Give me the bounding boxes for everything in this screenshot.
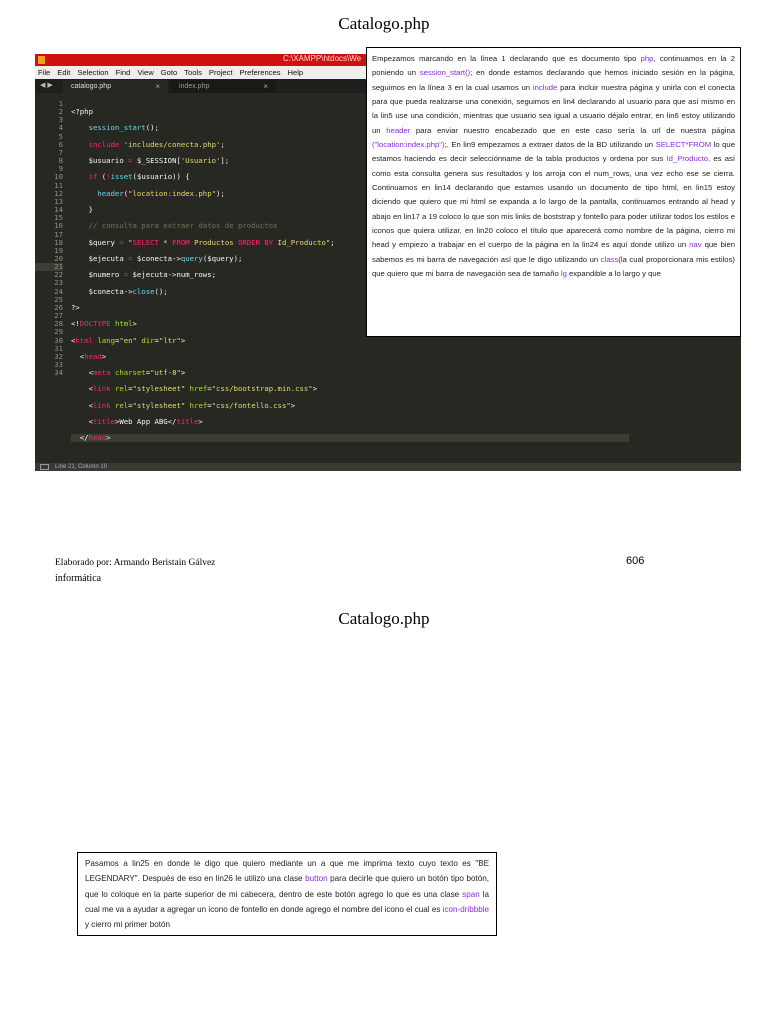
menu-tools[interactable]: Tools xyxy=(184,68,202,77)
code-line: } xyxy=(71,205,93,215)
code-line: header("location:index.php"); xyxy=(97,188,225,198)
console-icon[interactable] xyxy=(40,464,49,470)
footer-subject: informática xyxy=(55,573,102,584)
tab-nav-arrows-icon[interactable]: ◀ ▶ xyxy=(40,82,53,89)
code-line: // consulta para extraer datos de productos xyxy=(88,221,278,231)
page-title: Catalogo.php xyxy=(338,14,430,33)
close-icon[interactable]: × xyxy=(263,82,268,91)
page-title: Catalogo.php xyxy=(338,609,430,628)
tab-index[interactable] xyxy=(171,80,276,93)
tab-label: catalogo.php xyxy=(71,83,112,90)
code-line: $query = "SELECT * FROM Productos ORDER BY Id_Producto"; xyxy=(71,237,335,247)
code-line: if (!isset($usuario)) { xyxy=(88,172,190,182)
code-line: <link rel="stylesheet" href="css/fontello.css"> xyxy=(71,400,296,410)
menu-preferences[interactable]: Preferences xyxy=(239,68,281,77)
code-line: <head> xyxy=(71,351,107,361)
menu-project[interactable]: Project xyxy=(208,68,233,77)
menu-selection[interactable]: Selection xyxy=(77,68,109,77)
menu-goto[interactable]: Goto xyxy=(160,68,178,77)
sublime-logo-icon xyxy=(38,56,45,64)
window-title: C:\XAMPP\htdocs\We xyxy=(283,54,362,63)
footer-author: Elaborado por: Armando Beristain Gálvez xyxy=(55,558,216,568)
menu-edit[interactable]: Edit xyxy=(57,68,71,77)
menu-view[interactable]: View xyxy=(137,68,154,77)
code-line: <link rel="stylesheet" href="css/bootstrap.min.css"> xyxy=(71,384,318,394)
menu-file[interactable]: File xyxy=(38,68,51,77)
explanation-box: Pasamos a lin25 en donde le digo que quiero mediante un a que me imprima texto cuyo texto es "BE LEGENDARY". Después de eso en lin26 le utilizo una clase button para decirle que quiero un botón tipo botón, que lo coloque en la parte superior de mi cabecera, dentro de este botón agrego lo que es una clase span la cual me va a ayudar a agregar un icono de fontello en donde agrego el nombre del icono el cual es icon-dribbble y cierro mi primer botón xyxy=(77,852,497,936)
tab-label: index.php xyxy=(179,83,210,90)
code-line: $numero = $ejecuta->num_rows; xyxy=(71,270,216,280)
code-line: <meta charset="utf-8"> xyxy=(71,368,186,378)
line-numbers: 1 2 3 4 5 6 7 8 9 10 11 12 13 14 15 16 17 18 19 20 21 22 23 24 25 26 27 28 29 30 31 32 33 34 xyxy=(35,100,63,377)
code-line: $usuario = $_SESSION['Usuario']; xyxy=(71,156,230,166)
page-number: 606 xyxy=(626,555,645,567)
menu-help[interactable]: Help xyxy=(287,68,304,77)
explanation-box: Empezamos marcando en la línea 1 declarando que es documento tipo php, continuamos en la 2 poniendo un session_start(); en donde estamos declarando que hemos iniciado sesión en la página, seguimos en la línea 3 en la cual usamos un include para incluir nuestra página y unirla con el conecta para que pueda realizarse una conexión, seguimos en lin4 declarando al usuario para que así mismo en la lin5 use una condición, mientras que usuario sea igual a usuario déjalo entrar, en lin6 estoy utilizando un header para enviar nuestro encabezado que en este caso sería la url de nuestra página ("location:index.php");. En lin9 empezamos a extraer datos de la BD utilizando un SELECT*FROM lo que estamos haciendo es decir selecciónname de la tabla productos y ordena por sus Id_Producto, es así como esta consulta genera sus resultados y los arroja con el num_rows, una vez echo ese se cierra. Continuamos en lin14 declarando que estamos usando un documento de tipo html, en lin15 estoy diciendo que quiero que mi html se expanda a lo largo de la pantalla, continuamos entrando al head y abajo en lin17 a 19 coloco lo que son mis links de boststrap y fontello para poder utilizar todos los estilos e iconos que quiera utilizar, en lin20 coloco el título que aparecerá como nombre de la página, cierro mi head y empiezo a trabajar en el cuerpo de la página en la lin24 es aquí donde utilizo un nav que bien sabemos es mi barra de navegación así que le digo utilizando un class(la cual proporcionara mis estilos) que quiero que mi barra de navegación sea de tamaño lg expandible a lo largo y que xyxy=(366,47,741,337)
code-line: $conecta->close(); xyxy=(71,286,168,296)
code-line: <?php xyxy=(71,107,93,117)
code-line: </head> xyxy=(71,434,629,442)
code-line: <html lang="en" dir="ltr"> xyxy=(71,335,186,345)
code-line: ?> xyxy=(71,302,80,312)
editor-statusbar xyxy=(35,463,741,471)
code-line: <!DOCTYPE html> xyxy=(71,319,137,329)
close-icon[interactable]: × xyxy=(155,82,160,91)
menu-find[interactable]: Find xyxy=(115,68,131,77)
status-text: Line 21, Column 10 xyxy=(55,464,108,470)
code-line: $ejecuta = $conecta->query($query); xyxy=(71,253,243,263)
code-line: session_start(); xyxy=(88,123,159,133)
code-line: include 'includes/conecta.php'; xyxy=(88,139,225,149)
tab-catalogo[interactable] xyxy=(63,80,168,93)
code-line: <title>Web App ABG</title> xyxy=(71,417,203,427)
